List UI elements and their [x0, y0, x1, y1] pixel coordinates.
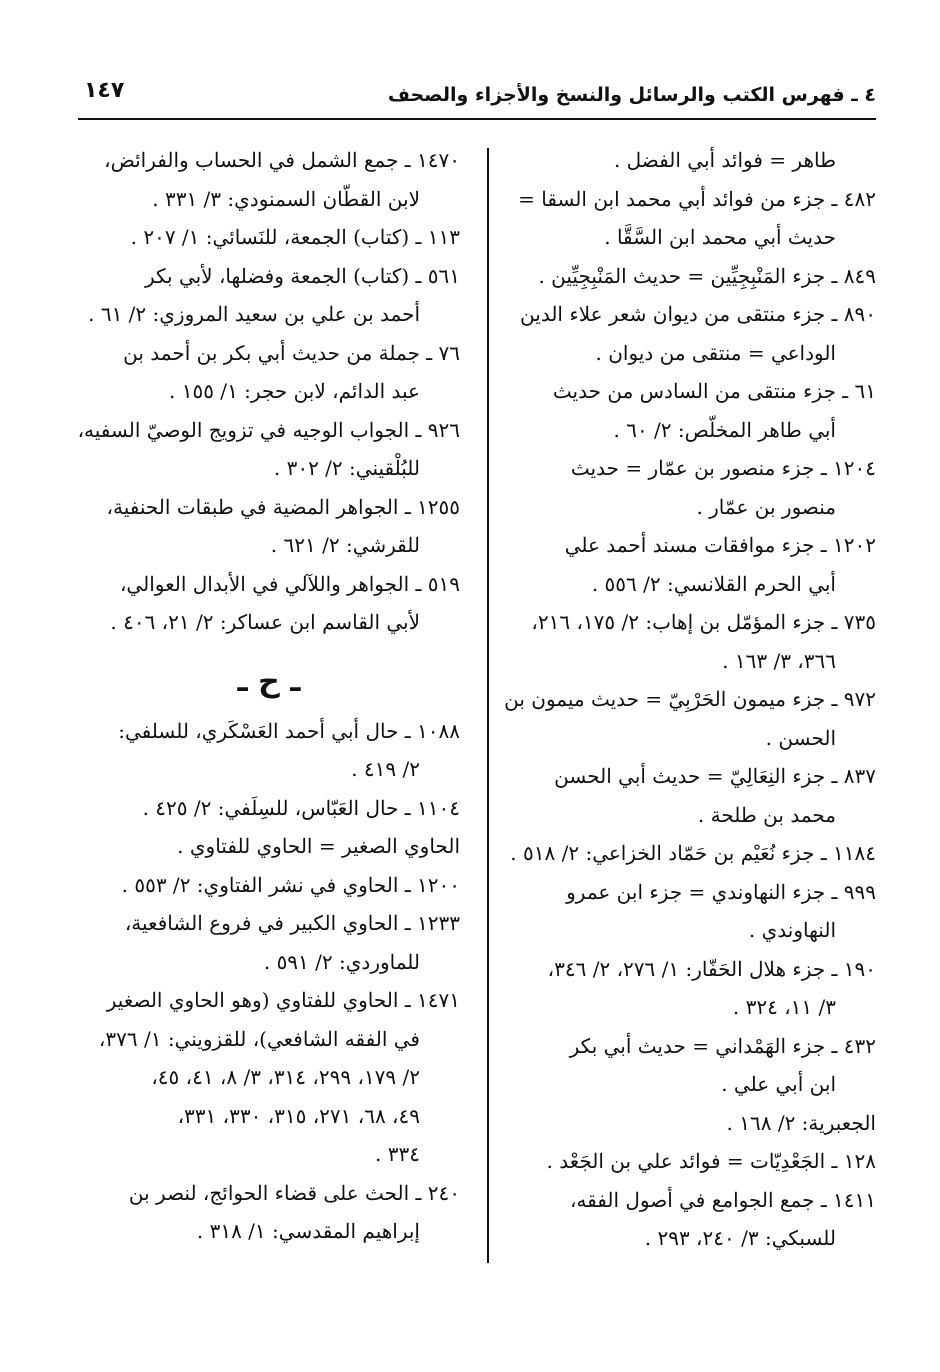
index-entry-continuation: أبي طاهر المخلّص: ٢/ ٦٠ . — [613, 417, 836, 442]
index-entry-continuation: الوداعي = منتقى من ديوان . — [595, 340, 836, 365]
index-entry-line: ٩٩٩ ـ جزء النهاوندي = جزء ابن عمرو — [566, 879, 876, 904]
index-entry-continuation: منصور بن عمّار . — [696, 494, 836, 519]
index-entry-line: ٨٩٠ ـ جزء منتقى من ديوان شعر علاء الدين — [520, 302, 876, 326]
index-entry-line: ٥٦١ ـ (كتاب) الجمعة وفضلها، لأبي بكر — [144, 263, 460, 288]
index-entry-continuation: للماوردي: ٢/ ٥٩١ . — [263, 949, 420, 974]
index-entry-line: ٧٣٥ ـ جزء المؤمّل بن إهاب: ٢/ ١٧٥، ٢١٦، — [531, 610, 876, 634]
index-entry-line: ١٢٠٤ ـ جزء منصور بن عمّار = حديث — [570, 456, 876, 480]
index-entry-continuation: الحسن . — [765, 725, 836, 750]
index-entry-continuation: أحمد بن علي بن سعيد المروزي: ٢/ ٦١ . — [88, 302, 420, 326]
header-divider — [78, 118, 876, 120]
left-column — [78, 141, 460, 1251]
index-entry-continuation: ٤٩، ٦٨، ٢٧١، ٣١٥، ٣٣٠، ٣٣١، — [177, 1103, 420, 1128]
index-entry-line: ١٢٠٢ ـ جزء موافقات مسند أحمد علي — [564, 533, 876, 557]
index-entry-continuation: في الفقه الشافعي)، للقزويني: ١/ ٣٧٦، — [98, 1026, 420, 1051]
section-letter-heading: ـ ح ـ — [237, 663, 301, 699]
index-entry-line: ٥١٩ ـ الجواهر واللآلي في الأبدال العوالي، — [119, 571, 460, 596]
index-entry-line: ١٤١١ ـ جمع الجوامع في أصول الفقه، — [569, 1187, 876, 1212]
index-entry-line: ١١٣ ـ (كتاب) الجمعة، للنَسائي: ١/ ٢٠٧ . — [130, 225, 460, 249]
index-entry-line: ١٢٠٠ ـ الحاوي في نشر الفتاوي: ٢/ ٥٥٣ . — [121, 872, 460, 897]
index-entry-line: ١١٠٤ ـ حال العَبّاس، للسِلَفي: ٢/ ٤٢٥ . — [142, 795, 460, 820]
page-header — [78, 78, 876, 114]
index-entry-continuation: لأبي القاسم ابن عساكر: ٢/ ٢١، ٤٠٦ . — [110, 610, 420, 634]
index-entry-continuation: محمد بن طلحة . — [697, 802, 836, 827]
index-entry-continuation: للسبكي: ٣/ ٢٤٠، ٢٩٣ . — [644, 1226, 836, 1250]
index-entry-line: ١٢٨ ـ الجَعْدِيّات = فوائد علي بن الجَعْد . — [546, 1149, 876, 1173]
index-entry-line: ١٢٥٥ ـ الجواهر المضية في طبقات الحنفية، — [106, 494, 460, 519]
index-entry-line: ١٤٧١ ـ الحاوي للفتاوي (وهو الحاوي الصغير — [106, 988, 460, 1012]
index-entry-continuation: إبراهيم المقدسي: ١/ ٣١٨ . — [196, 1219, 420, 1243]
index-entry-line: ٤٨٢ ـ جزء من فوائد أبي محمد ابن السقا = — [518, 186, 876, 211]
index-entry-continuation: طاهر = فوائد أبي الفضل . — [613, 148, 836, 172]
running-title: ٤ ـ فهرس الكتب والرسائل والنسخ والأجزاء والصحف — [387, 84, 876, 106]
index-entry-continuation: ٣٦٦، ٣/ ١٦٣ . — [722, 648, 836, 673]
index-entry-continuation: عبد الدائم، لابن حجر: ١/ ١٥٥ . — [169, 379, 420, 403]
index-entry-continuation: للقرشي: ٢/ ٦٢١ . — [270, 533, 420, 557]
index-entry-continuation: حديث أبي محمد ابن السَّقَّا . — [604, 225, 836, 249]
index-entry-continuation: لابن القطّان السمنودي: ٣/ ٣٣١ . — [152, 186, 420, 211]
index-entry-line: ٦١ ـ جزء منتقى من السادس من حديث — [552, 379, 876, 403]
left-column-entries-top — [78, 141, 460, 642]
left-column-entries-bottom — [78, 712, 460, 1251]
index-entry-line: ١١٨٤ ـ جزء نُعَيْم بن حَمّاد الخزاعي: ٢/ ٥١٨ . — [510, 841, 876, 865]
index-entry-line: ١٠٨٨ ـ حال أبي أحمد العَسْكَري، للسلفي: — [118, 718, 460, 743]
index-entry-line: ١٢٣٣ ـ الحاوي الكبير في فروع الشافعية، — [124, 911, 460, 935]
index-entry-continuation: أبي الحرم القلانسي: ٢/ ٥٥٦ . — [591, 571, 836, 596]
index-entry-line: ٨٤٩ ـ جزء المَنْبِجِيِّين = حديث المَنْبِجِيِّين . — [538, 263, 876, 288]
index-entry-continuation: ٢/ ١٧٩، ٢٩٩، ٣١٤، ٣/ ٨، ٤١، ٤٥، — [151, 1065, 420, 1089]
index-entry-continuation: ابن أبي علي . — [721, 1072, 836, 1096]
index-entry-line: ٩٧٢ ـ جزء ميمون الحَرْبِيّ = حديث ميمون بن — [504, 687, 876, 711]
index-entry-continuation: ٣/ ١١، ٣٢٤ . — [732, 995, 836, 1019]
index-entry-line: ٩٢٦ ـ الجواب الوجيه في تزويج الوصيّ السفيه، — [78, 417, 460, 442]
index-entry-line: ٧٦ ـ جملة من حديث أبي بكر بن أحمد بن — [123, 340, 460, 365]
index-entry-line: ١٤٧٠ ـ جمع الشمل في الحساب والفرائض، — [104, 148, 460, 172]
index-entry-line: الجعبرية: ٢/ ١٦٨ . — [726, 1110, 876, 1135]
index-entry-continuation: للبُلْقيني: ٢/ ٣٠٢ . — [273, 456, 420, 480]
index-entry-continuation: ٢/ ٤١٩ . — [351, 757, 420, 781]
index-entry-line: ٢٤٠ ـ الحث على قضاء الحوائج، لنصر بن — [128, 1180, 460, 1205]
index-entry-continuation: ٣٣٤ . — [375, 1142, 420, 1166]
index-entry-line: ٨٣٧ ـ جزء النِعَالِيّ = حديث أبي الحسن — [554, 764, 876, 788]
right-column — [466, 141, 876, 1258]
index-entry-line: الحاوي الصغير = الحاوي للفتاوي . — [177, 834, 460, 858]
index-entry-continuation: النهاوندي . — [748, 918, 836, 942]
page-number: ١٤٧ — [84, 78, 125, 103]
index-entry-line: ٤٣٢ ـ جزء الهَمْداني = حديث أبي بكر — [569, 1033, 876, 1058]
index-entry-line: ١٩٠ ـ جزء هلال الحَفّار: ١/ ٢٧٦، ٢/ ٣٤٦، — [547, 956, 876, 981]
